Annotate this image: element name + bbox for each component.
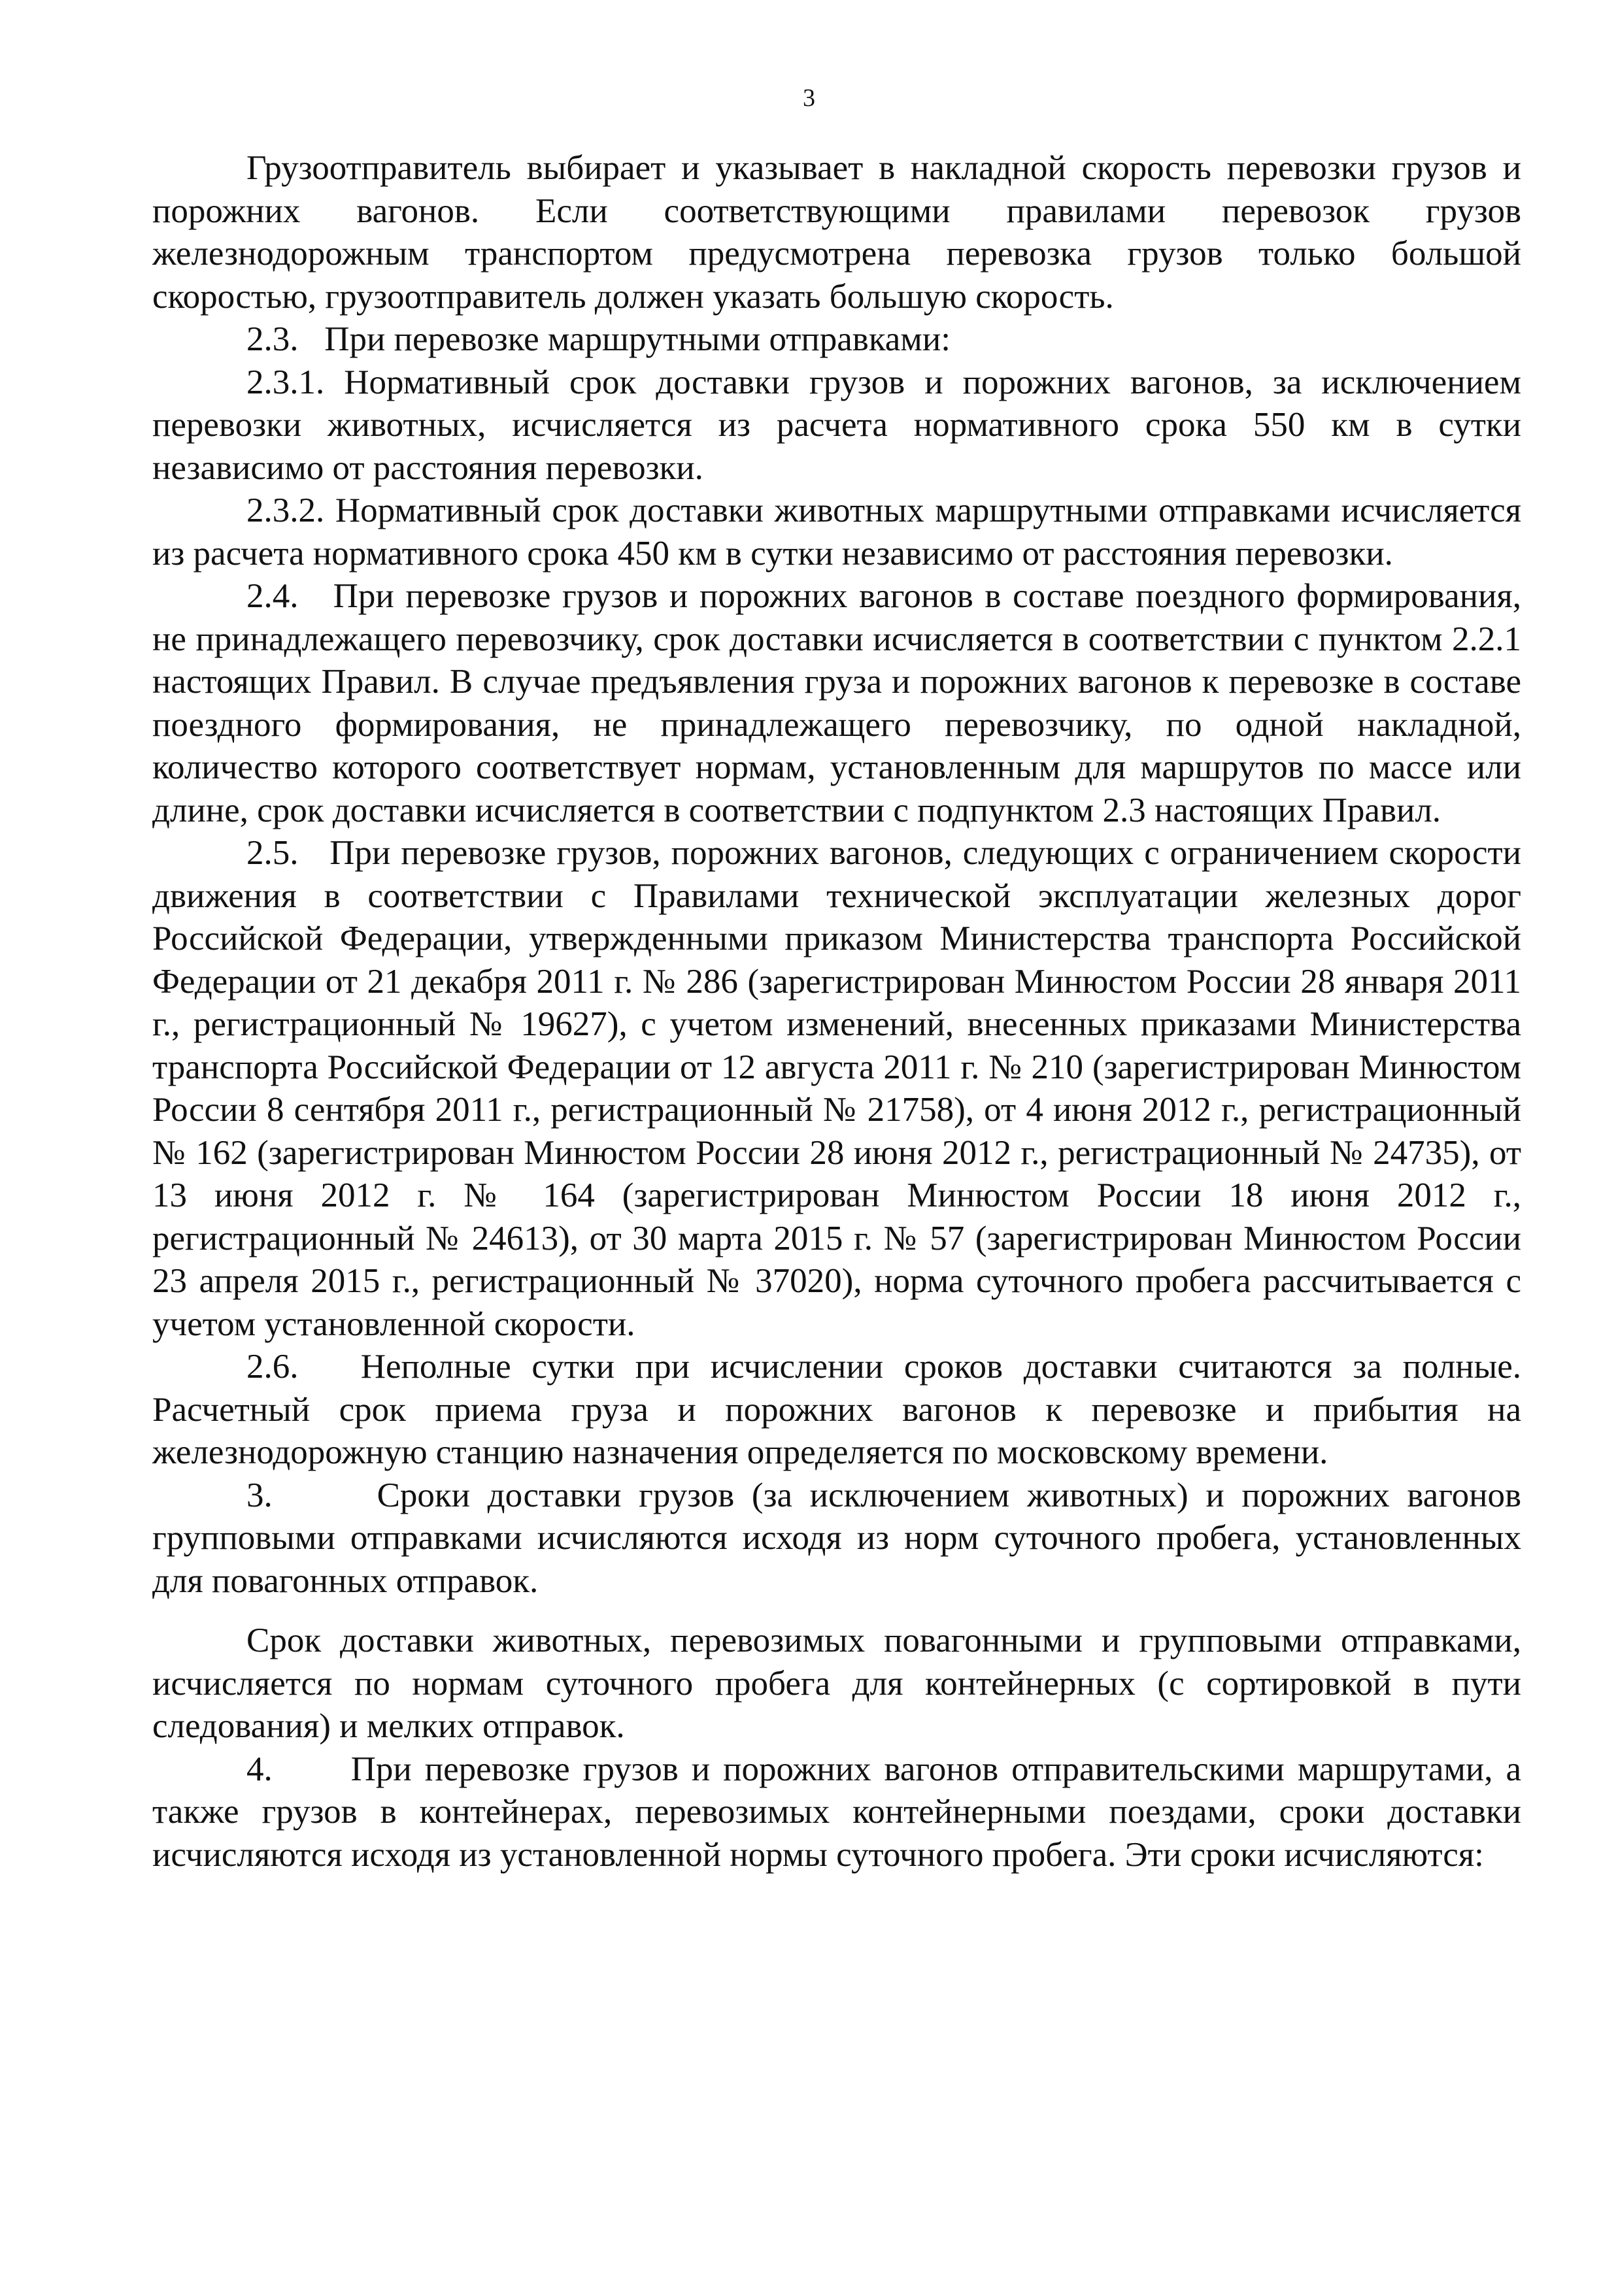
page-number: 3 [803, 84, 815, 112]
paragraph-2-6: 2.6. Неполные сутки при исчислении сроков доставки считаются за полные. Расчетный срок приема груза и порожних вагонов к перевозке и прибытия на железнодорожную станцию назначения определяется по московскому времени. [152, 1348, 1521, 1471]
paragraph-2-4: 2.4. При перевозке грузов и порожних вагонов в составе поездного формирования, не принадлежащего перевозчику, срок доставки исчисляется в соответствии с пунктом 2.2.1 настоящих Правил. В случае предъявления груза и порожних вагонов к перевозке в составе поездного формирования, не принадлежащего перевозчику, по одной накладной, количество которого соответствует нормам, установленным для маршрутов по массе или длине, срок доставки исчисляется в соответствии с подпунктом 2.3 настоящих Правил. [152, 577, 1521, 829]
paragraph-shipper-speed: Грузоотправитель выбирает и указывает в накладной скорость перевозки грузов и порожних вагонов. Если соответствующими правилами перевозок грузов железнодорожным транспортом предусмотрена перевозка грузов только большой скоростью, грузоотправитель должен указать большую скорость. [152, 149, 1521, 316]
paragraph-2-3: 2.3. При перевозке маршрутными отправками: [246, 320, 951, 358]
document-body [152, 147, 1521, 1876]
paragraph-2-3-1: 2.3.1. Нормативный срок доставки грузов и порожних вагонов, за исключением перевозки животных, исчисляется из расчета нормативного срока 550 км в сутки независимо от расстояния перевозки. [152, 363, 1521, 487]
paragraph-spacer [152, 1603, 1521, 1620]
paragraph-2-3-2: 2.3.2. Нормативный срок доставки животных маршрутными отправками исчисляется из расчета нормативного срока 450 км в сутки независимо от расстояния перевозки. [152, 491, 1521, 573]
paragraph-4: 4. При перевозке грузов и порожних вагонов отправительскими маршрутами, а также грузов в контейнерах, перевозимых контейнерными поездами, сроки доставки исчисляются исходя из установленной нормы суточного пробега. Эти сроки исчисляются: [152, 1750, 1521, 1874]
paragraph-2-5: 2.5. При перевозке грузов, порожних вагонов, следующих с ограничением скорости движения в соответствии с Правилами технической эксплуатации железных дорог Российской Федерации, утвержденными приказом Министерства транспорта Российской Федерации от 21 декабря 2011 г. № 286 (зарегистрирован Минюстом России 28 января 2011 г., регистрационный № 19627), с учетом изменений, внесенных приказами Министерства транспорта Российской Федерации от 12 августа 2011 г. № 210 (зарегистрирован Минюстом России 8 сентября 2011 г., регистрационный № 21758), от 4 июня 2012 г., регистрационный № 162 (зарегистрирован Минюстом России 28 июня 2012 г., регистрационный № 24735), от 13 июня 2012 г. № 164 (зарегистрирован Минюстом России 18 июня 2012 г., регистрационный № 24613), от 30 марта 2015 г. № 57 (зарегистрирован Минюстом России 23 апреля 2015 г., регистрационный № 37020), норма суточного пробега рассчитывается с учетом установленной скорости. [152, 834, 1521, 1343]
paragraph-3-animals: Срок доставки животных, перевозимых повагонными и групповыми отправками, исчисляется по нормам суточного пробега для контейнерных (с сортировкой в пути следования) и мелких отправок. [152, 1622, 1521, 1745]
paragraph-3: 3. Сроки доставки грузов (за исключением животных) и порожних вагонов групповыми отправками исчисляются исходя из норм суточного пробега, установленных для повагонных отправок. [152, 1476, 1521, 1600]
